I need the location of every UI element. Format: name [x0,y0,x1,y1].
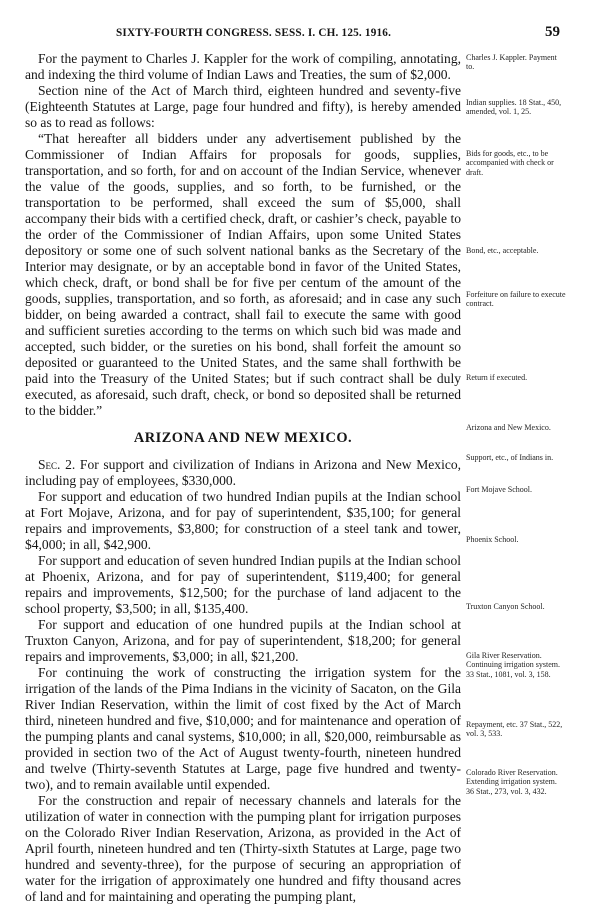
paragraph-gila-river: For continuing the work of constructing the irrigation system for the irrigation of the lands of the Pima Indians in the vicinity of Sacaton, on the Gila River Indian Reservation, within the limit of cost fixed by the Act of March third, nineteen hundred and five, $10,000; and for maintenance and operation of the pumping plants and canal systems, $10,000; in all, $20,000, reimbursable as provided in section two of the Act of August twenty-fourth, nineteen hundred and twelve (Thirty-seventh Statutes at Large, page five hundred and twenty-two), and to remain available until expended. [25,665,461,792]
paragraph-phoenix: For support and education of seven hundred Indian pupils at the Indian school at Phoenix, Arizona, and for pay of superintendent, $119,400; for general repairs and improvements, $12,500; for the purchase of land adjacent to the school property, $3,500; in all, $135,400. [25,553,461,616]
running-head: SIXTY-FOURTH CONGRESS. SESS. I. CH. 125. 1916. [116,27,392,39]
section-2-text: For support and civilization of Indians in Arizona and New Mexico, including pay of employees, $330,000. [25,457,462,488]
margin-note-arizona: Arizona and New Mexico. [466,423,551,432]
paragraph-truxton-canyon: For support and education of one hundred pupils at the Indian school at Truxton Canyon, Arizona, and for pay of superintendent, $18,200; for general repairs and improvements, $3,000; in all, $21,200. [25,617,461,664]
margin-note-colorado: Colorado River Reservation. Extending irrigation system. 36 Stat., 273, vol. 3, 432. [466,768,558,796]
margin-note-kappler: Charles J. Kappler. Payment to. [466,53,557,72]
margin-note-phoenix: Phoenix School. [466,535,519,544]
margin-note-forfeiture: Forfeiture on failure to execute contract. [466,290,566,309]
paragraph-bidders: “That hereafter all bidders under any advertisement published by the Commissioner of Indian Affairs for proposals for goods, supplies, transportation, and so forth, for and on account of the Indian Service, whenever the value of the goods, supplies, and so forth, to be furnished, or the transportation to be performed, shall exceed the sum of $5,000, shall accompany their bids with a certified check, draft, or cashier’s check, payable to the order of the Commissioner of Indian Affairs, upon some United States depository or some one of such solvent national banks as the Secretary of the Interior may designate, or by an acceptable bond in favor of the United States, which check, draft, or bond shall be for five per centum of the amount of the goods, supplies, transportation, and so forth, as aforesaid; and in case any such bidder, on being awarded a contract, shall fail to execute the same with good and sufficient sureties according to the terms on which such bid was made and accepted, such bidder, or the sureties on his bond, shall forfeit the amount so deposited or guaranteed to the United States, and the same shall forthwith be paid into the Treasury of the United States; but if such contract shall be duly executed, as aforesaid, such draft, check, or bond so deposited shall be returned to the bidder.” [25,131,461,418]
page-number: 59 [545,24,560,40]
section-heading: ARIZONA AND NEW MEXICO. [133,430,353,446]
margin-note-gila: Gila River Reservation. Continuing irrigation system. 33 Stat., 1081, vol. 3, 158. [466,651,560,679]
margin-note-return: Return if executed. [466,373,528,382]
margin-note-repayment: Repayment, etc. 37 Stat., 522, vol. 3, 533. [466,720,563,739]
paragraph-colorado-river: For the construction and repair of necessary channels and laterals for the utilization of water in connection with the pumping plant for irrigation purposes on the Colorado River Indian Reservation, Arizona, as provided in the Act of April fourth, nineteen hundred and ten (Thirty-sixth Statutes at Large, page two hundred and seventy-three), for the purpose of securing an appropriation of water for the irrigation of approximately one hundred and fifty thousand acres of land and for maintaining and operating the pumping plant, [25,793,461,904]
margin-note-bond: Bond, etc., acceptable. [466,246,539,255]
paragraph-kappler: For the payment to Charles J. Kappler for the work of compiling, annotating, and indexing the third volume of Indian Laws and Treaties, the sum of $2,000. [25,51,461,82]
body-text [25,51,461,905]
paragraph-sec-2 [25,457,461,489]
section-label: Sec. 2. [38,457,76,472]
margin-note-fort-mojave: Fort Mojave School. [466,485,532,494]
margin-note-indian-supplies: Indian supplies. 18 Stat., 450, amended, vol. 1, 25. [466,98,562,117]
margin-note-truxton: Truxton Canyon School. [466,602,545,611]
paragraph-section-nine: Section nine of the Act of March third, eighteen hundred and seventy-five (Eighteenth Statutes at Large, page four hundred and fifty), is hereby amended so as to read as follows: [25,83,461,130]
margin-notes [466,0,566,913]
margin-note-bids: Bids for goods, etc., to be accompanied with check or draft. [466,149,554,177]
margin-note-support: Support, etc., of Indians in. [466,453,554,462]
paragraph-fort-mojave: For support and education of two hundred Indian pupils at the Indian school at Fort Mojave, Arizona, and for pay of superintendent, $35,100; for general repairs and improvements, $3,800; for construction of a steel tank and tower, $4,000; in all, $42,900. [25,489,461,552]
